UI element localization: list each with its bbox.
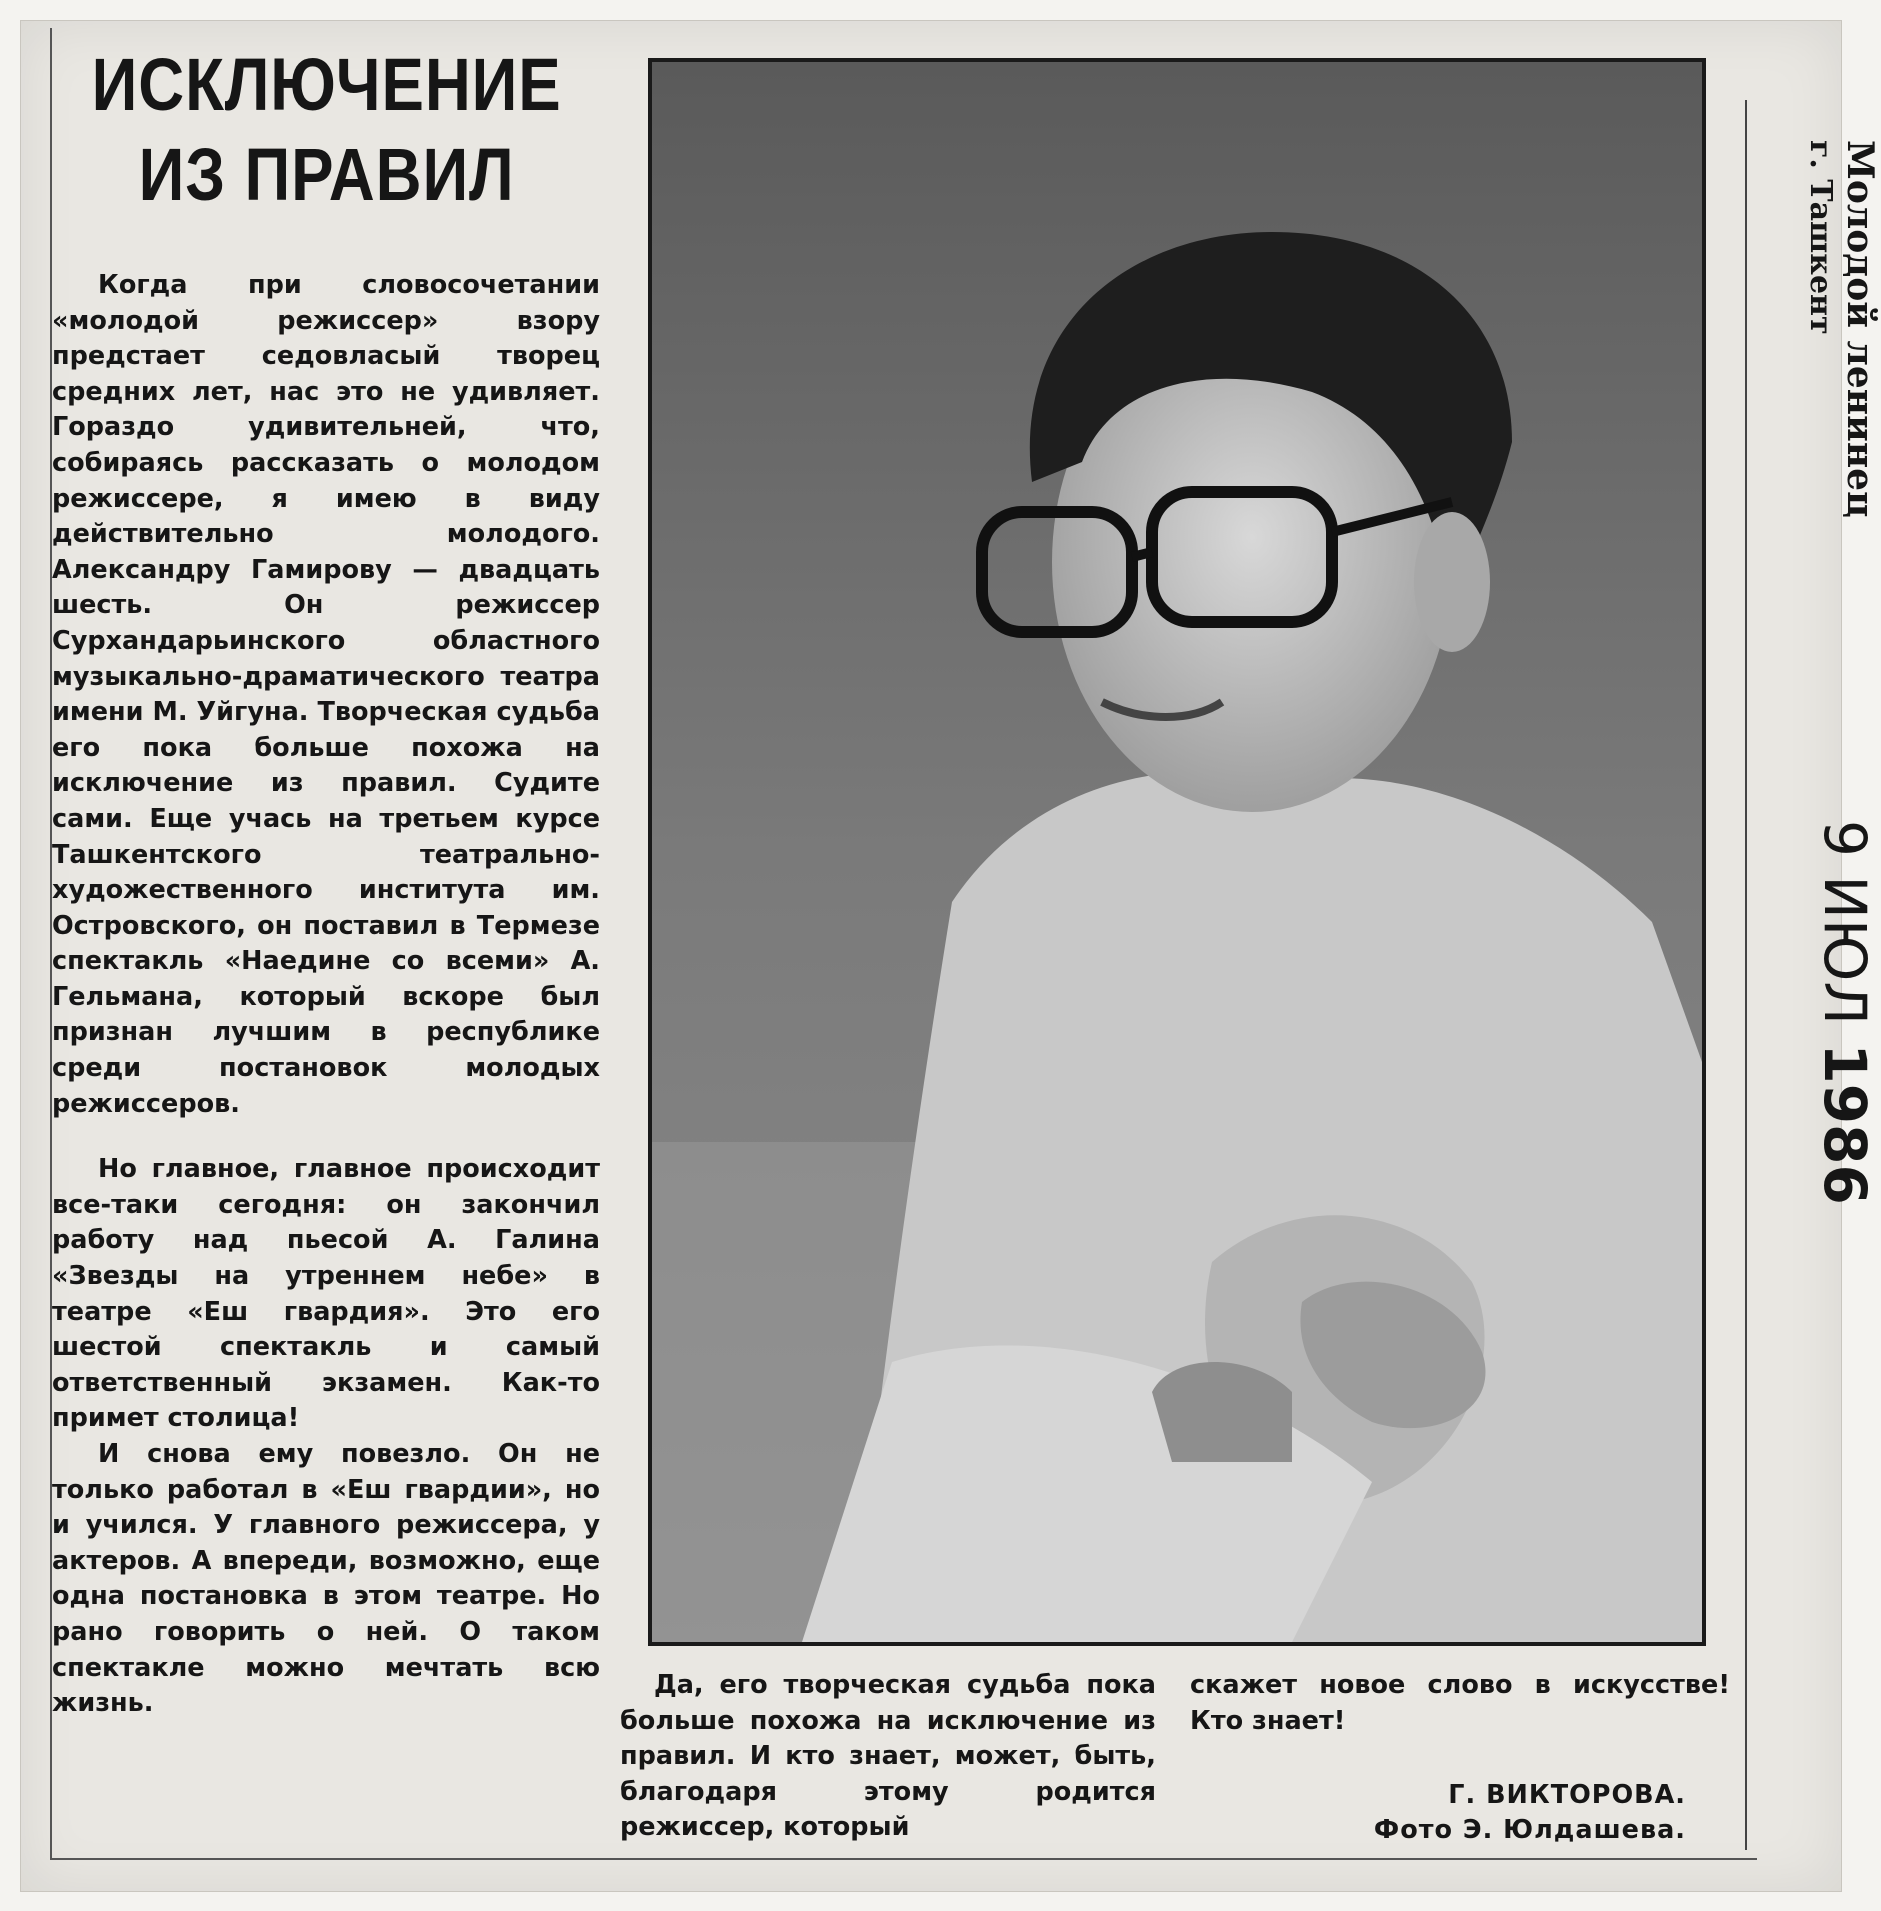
margin-rule: [1745, 100, 1747, 1850]
article-headline: [60, 40, 593, 220]
date-day-month: 9 ИЮЛ: [1811, 820, 1879, 1025]
newspaper-stamp: [1800, 140, 1880, 640]
headline-line-1: ИСКЛЮЧЕНИЕ: [91, 43, 562, 126]
portrait-photo: [648, 58, 1706, 1646]
date-year: 1986: [1811, 1043, 1879, 1205]
newspaper-name: Молодой ленинец: [1839, 140, 1881, 518]
paragraph-3: И снова ему повезло. Он не только работал в «Еш гвардии», но и учился. У главного режиссера, у актеров. А впереди, возможно, еще одна постановка в этом театре. Но рано говорить о ней. О таком спектакле можно мечтать всю жизнь.: [52, 1439, 600, 1719]
date-stamp: [1800, 820, 1880, 1320]
article-body: [52, 268, 600, 1722]
paragraph-2: Но главное, главное происходит все-таки сегодня: он закончил работу над пьесой А. Галина «Звезды на утреннем небе» в театре «Еш гвардия». Это его шестой спектакль и самый ответственный экзамен. Как-то примет столица!: [52, 1154, 600, 1434]
photo-caption-right: [1190, 1668, 1730, 1739]
photo-credit: Фото Э. Юлдашева.: [1373, 1815, 1686, 1845]
caption-right-text: скажет новое слово в искусстве! Кто знает!: [1190, 1670, 1730, 1736]
paragraph-1: Когда при словосочетании «молодой режиссер» взору предстает седовласый творец средних лет, нас это не удивляет. Гораздо удивительней, что, собираясь рассказать о молодом режиссере, я имею в виду действительно молодого. Александру Гамирову — двадцать шесть. Он режиссер Сурхандарьинского областного музыкально-драматического театра имени М. Уйгуна. Творческая судьба его пока больше похожа на исключение из правил. Судите сами. Еще учась на третьем курсе Ташкентского театрально-художественного института им. Островского, он поставил в Термезе спектакль «Наедине со всеми» А. Гельмана, который вскоре был признан лучшим в республике среди постановок молодых режиссеров.: [52, 270, 600, 1119]
headline-line-2: ИЗ ПРАВИЛ: [138, 133, 515, 216]
caption-left-text: Да, его творческая судьба пока больше похожа на исключение из правил. И кто знает, может, быть, благодаря этому родится режиссер, который: [620, 1670, 1156, 1843]
newspaper-city: г. Ташкент: [1803, 140, 1838, 335]
photo-caption-left: [620, 1668, 1156, 1846]
portrait-illustration: [652, 62, 1702, 1642]
author-byline: Г. ВИКТОРОВА.: [1448, 1780, 1686, 1810]
